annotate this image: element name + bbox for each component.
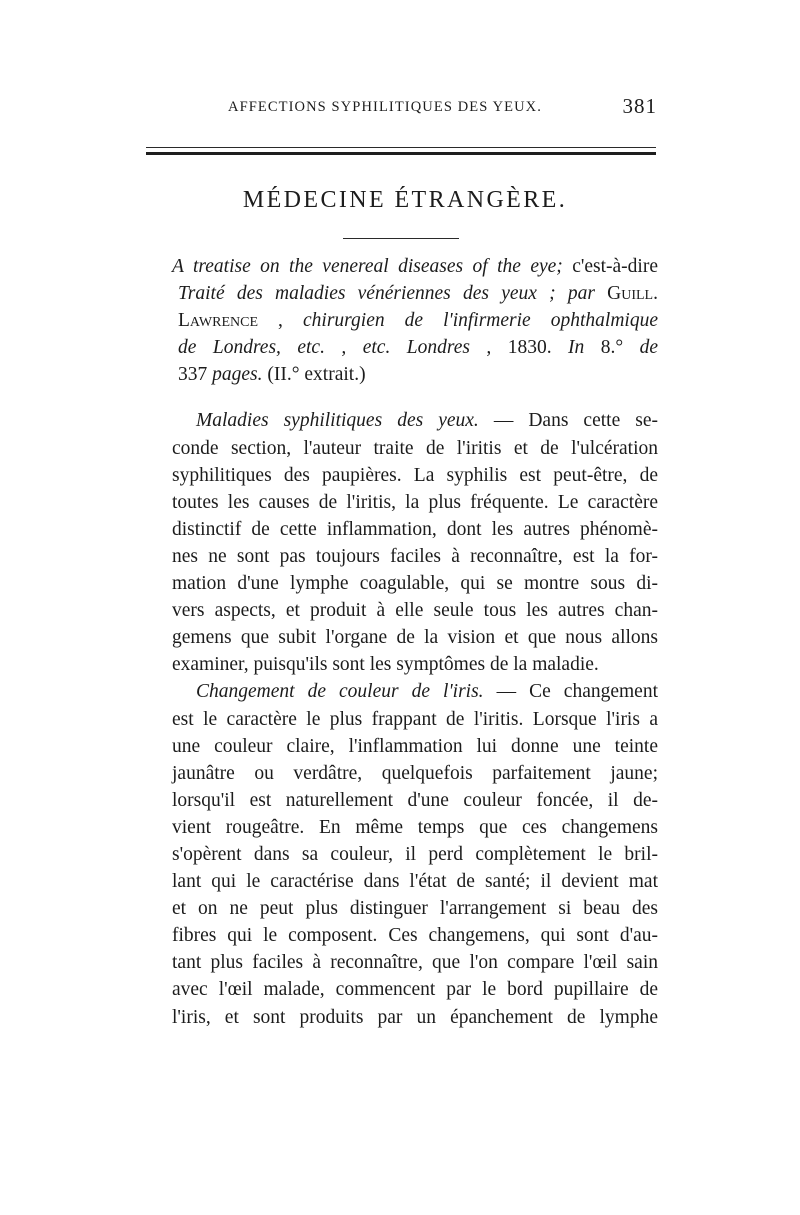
page-number: 381 bbox=[622, 94, 657, 118]
paragraph-iris-color-change bbox=[172, 678, 658, 1030]
paragraph-line: toutes les causes de l'iritis, la plus fréquente. Le caractère bbox=[172, 491, 658, 513]
reference-pages-label: pages. bbox=[212, 364, 263, 386]
paragraph-line: lorsqu'il est naturellement d'une couleur foncée, il de- bbox=[172, 789, 658, 811]
reference-format: 8.° bbox=[584, 337, 640, 359]
bibliographic-reference bbox=[172, 253, 658, 388]
paragraph-line: et on ne peut plus distinguer l'arrangement si beau des bbox=[172, 898, 658, 920]
paragraph-line: vers aspects, et produit à elle seule tous les autres chan- bbox=[172, 600, 658, 622]
paragraph-line: fibres qui le composent. Ces changemens, qui sont d'au- bbox=[172, 925, 658, 947]
paragraph-line: lant qui le caractérise dans l'état de santé; il devient mat bbox=[172, 871, 658, 893]
reference-author: Guill. bbox=[594, 283, 658, 305]
reference-line bbox=[172, 334, 658, 361]
paragraph-line: est le caractère le plus frappant de l'iritis. Lorsque l'iris a bbox=[172, 708, 658, 730]
paragraph-syphilitic-diseases bbox=[172, 407, 658, 678]
reference-year: 1830. bbox=[507, 337, 569, 359]
paragraph-line: l'iris, et sont produits par un épanchement de lymphe bbox=[172, 1006, 658, 1028]
reference-english-title: A treatise on the venereal diseases of the eye; bbox=[172, 256, 563, 277]
reference-french-title: Traité des maladies vénériennes des yeux ; par bbox=[178, 283, 595, 305]
paragraph-heading: Changement de couleur de l'iris. bbox=[196, 681, 484, 703]
paragraph-line: conde section, l'auteur traite de l'iritis et de l'ulcération bbox=[172, 437, 658, 459]
paragraph-line: une couleur claire, l'inflammation lui donne une teinte bbox=[172, 735, 658, 757]
reference-format-label: In bbox=[568, 337, 585, 359]
reference-page-count: 337 bbox=[178, 364, 213, 386]
paragraph-heading: Maladies syphilitiques des yeux. bbox=[196, 410, 479, 432]
paragraph-line: syphilitiques des paupières. La syphilis est peut-être, de bbox=[172, 464, 658, 486]
running-header bbox=[172, 96, 657, 126]
section-title: MÉDECINE ÉTRANGÈRE. bbox=[242, 187, 568, 213]
reference-line bbox=[172, 280, 658, 307]
paragraph-line: Maladies syphilitiques des yeux. — Dans cette se- bbox=[196, 410, 658, 432]
reference-author: Lawrence , bbox=[178, 310, 303, 332]
title-underline-rule bbox=[343, 238, 459, 239]
page-body bbox=[172, 253, 658, 1031]
reference-line bbox=[172, 361, 658, 388]
reference-de: de bbox=[639, 337, 658, 359]
paragraph-line: examiner, puisqu'ils sont les symptômes de la maladie. bbox=[172, 654, 599, 676]
paragraph-line: Changement de couleur de l'iris. — Ce changement bbox=[196, 681, 659, 703]
paragraph-line: jaunâtre ou verdâtre, quelquefois parfaitement jaune; bbox=[172, 762, 658, 784]
paragraph-line: s'opèrent dans sa couleur, il perd complètement le bril- bbox=[172, 843, 658, 865]
header-double-rule bbox=[146, 147, 656, 155]
paragraph-line: tant plus faciles à reconnaître, que l'on compare l'œil sain bbox=[172, 952, 658, 974]
paragraph-line: gemens que subit l'organe de la vision et que nous allons bbox=[172, 627, 658, 649]
reference-line bbox=[172, 307, 658, 334]
paragraph-line: mation d'une lymphe coagulable, qui se montre sous di- bbox=[172, 573, 658, 595]
paragraph-line: distinctif de cette inflammation, dont les autres phénomè- bbox=[172, 518, 658, 540]
paragraph-line: vient rougeâtre. En même temps que ces changemens bbox=[172, 816, 658, 838]
paragraph-line: nes ne sont pas toujours faciles à reconnaître, est la for- bbox=[172, 545, 658, 567]
reference-extract-note: (II.° extrait.) bbox=[262, 364, 366, 386]
reference-place: de Londres, etc. , etc. Londres , bbox=[178, 337, 508, 359]
reference-affiliation: chirurgien de l'infirmerie ophthalmique bbox=[303, 310, 658, 332]
paragraph-line: avec l'œil malade, commencent par le bord pupillaire de bbox=[172, 979, 658, 1001]
reference-line bbox=[172, 253, 658, 280]
reference-text: c'est-à-dire bbox=[562, 256, 658, 277]
running-head-title: AFFECTIONS SYPHILITIQUES DES YEUX. bbox=[228, 99, 542, 115]
